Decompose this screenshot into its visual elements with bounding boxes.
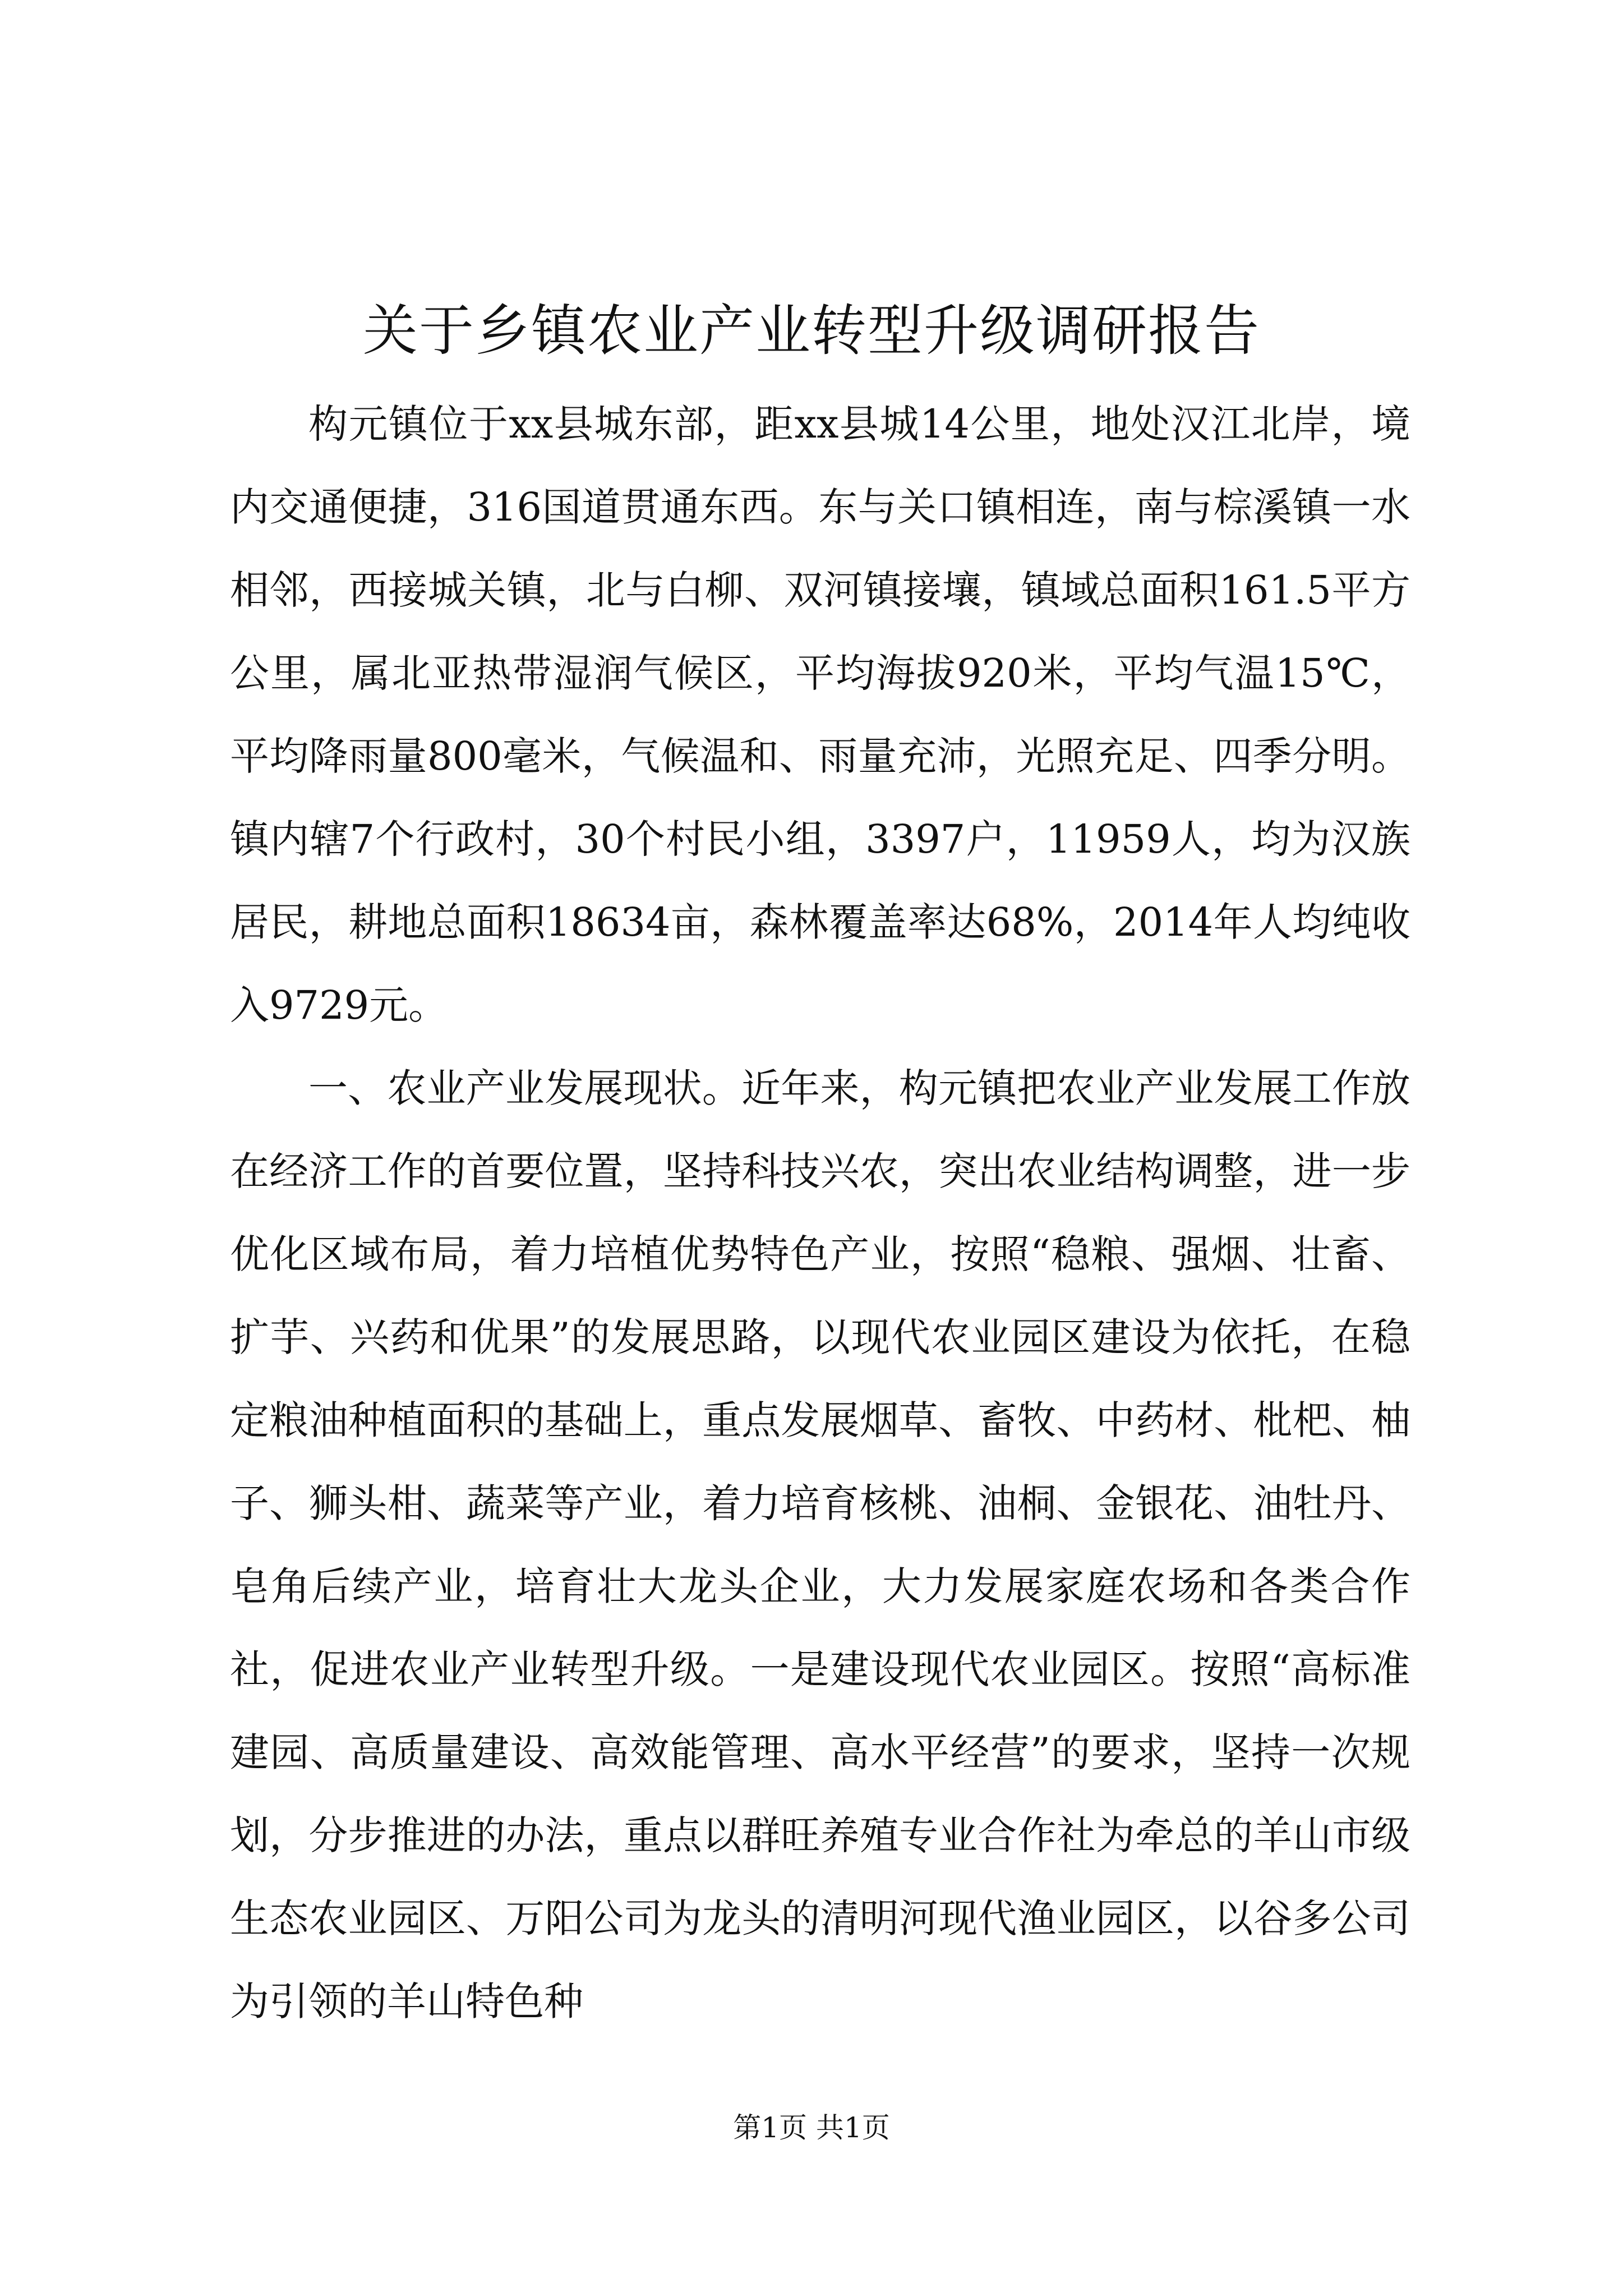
paragraph-overview: 构元镇位于xx县城东部，距xx县城14公里，地处汉江北岸，境内交通便捷，316国道贯通东西。东与关口镇相连，南与棕溪镇一水相邻，西接城关镇，北与白柳、双河镇接壤，镇域总面积161.5平方公里，属北亚热带湿润气候区，平均海拔920米，平均气温15℃，平均降雨量800毫米，气候温和、雨量充沛，光照充足、四季分明。镇内辖7个行政村，30个村民小组，3397户，11959人，均为汉族居民，耕地总面积18634亩，森林覆盖率达68%，2014年人均纯收入9729元。 xyxy=(230,401,1410,1028)
page-number-footer: 第1页 共1页 xyxy=(733,2111,890,2144)
document-body xyxy=(230,383,1410,2043)
paragraph-agriculture-status: 一、农业产业发展现状。近年来，构元镇把农业产业发展工作放在经济工作的首要位置，坚持科技兴农，突出农业结构调整，进一步优化区域布局，着力培植优势特色产业，按照“稳粮、强烟、壮畜、扩芋、兴药和优果”的发展思路，以现代农业园区建设为依托，在稳定粮油种植面积的基础上，重点发展烟草、畜牧、中药材、枇杷、柚子、狮头柑、蔬菜等产业，着力培育核桃、油桐、金银花、油牡丹、皂角后续产业，培育壮大龙头企业，大力发展家庭农场和各类合作社，促进农业产业转型升级。一是建设现代农业园区。按照“高标准建园、高质量建设、高效能管理、高水平经营”的要求，坚持一次规划，分步推进的办法，重点以群旺养殖专业合作社为牵总的羊山市级生态农业园区、万阳公司为龙头的清明河现代渔业园区，以谷多公司为引领的羊山特色种 xyxy=(230,1065,1410,2024)
document-title: 关于乡镇农业产业转型升级调研报告 xyxy=(362,299,1260,363)
